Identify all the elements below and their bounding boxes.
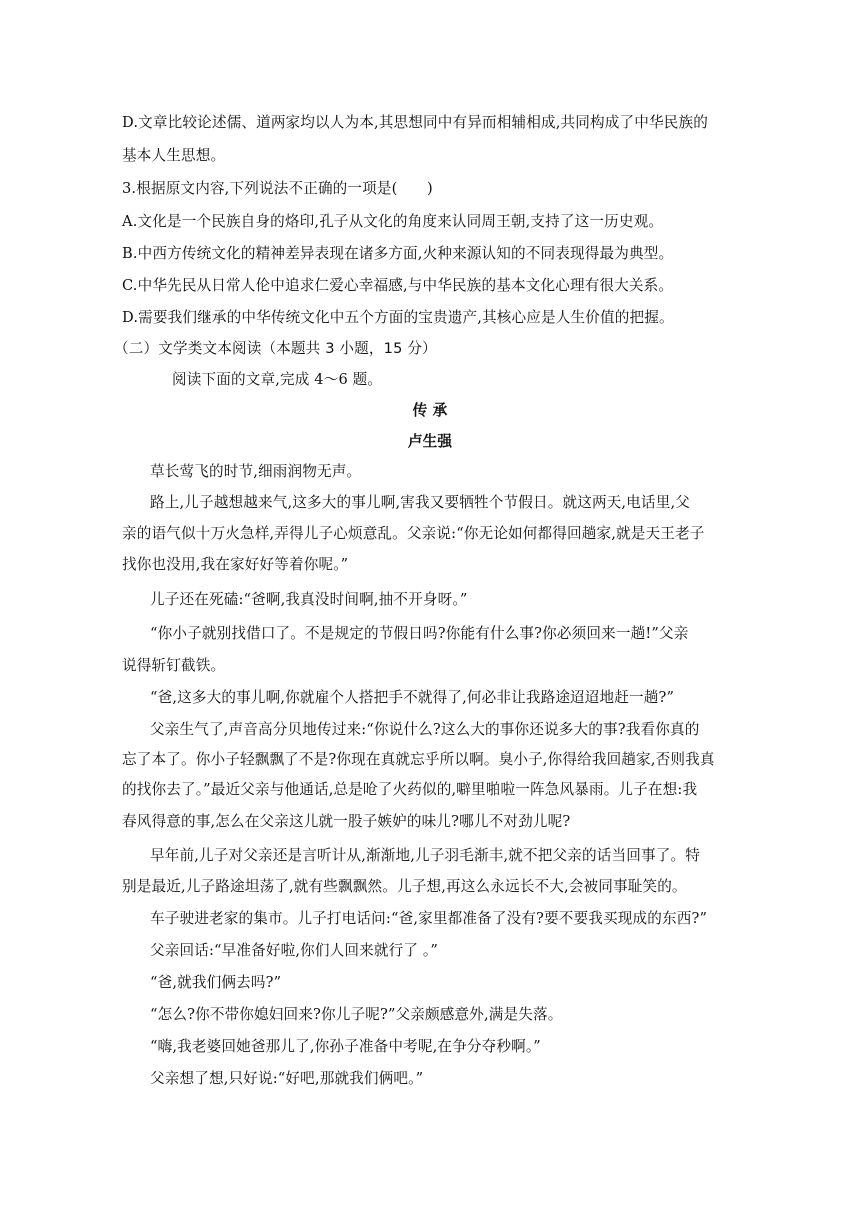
- story-line: 忘了本了。你小子轻飘飘了不是?你现在真就忘乎所以啊。臭小子,你得给我回趟家,否则我真: [122, 751, 715, 768]
- story-line: “怎么?你不带你媳妇回来?你儿子呢?”父亲颇感意外,满是失落。: [150, 1006, 563, 1023]
- section-heading: （二）文学类文本阅读（本题共 3 小题，15 分）: [114, 340, 437, 357]
- instruction: 阅读下面的文章,完成 4～6 题。: [172, 371, 383, 388]
- story-line: 路上,儿子越想越来气,这多大的事儿啊,害我又要牺牲个节假日。就这两天,电话里,父: [150, 494, 690, 511]
- story-line: 父亲生气了,声音高分贝地传过来:“你说什么?这么大的事你还说多大的事?我看你真的: [150, 721, 700, 738]
- story-line: 儿子还在死磕:“爸啊,我真没时间啊,抽不开身呀。”: [150, 591, 468, 608]
- story-line: 父亲回话:“早准备好啦,你们人回来就行了 。”: [150, 942, 438, 959]
- story-line: 说得斩钉截铁。: [122, 657, 226, 674]
- q2-option-d-line1: D.文章比较论述儒、道两家均以人为本,其思想同中有异而相辅相成,共同构成了中华民族的: [122, 114, 708, 131]
- story-line: 春风得意的事,怎么在父亲这儿就一股子嫉妒的味儿?哪儿不对劲儿呢?: [122, 813, 571, 830]
- q3-option-c: C.中华先民从日常人伦中追求仁爱心幸福感,与中华民族的基本文化心理有很大关系。: [122, 277, 674, 294]
- story-line: 亲的语气似十万火急样,弄得儿子心烦意乱。父亲说:“你无论如何都得回趟家,就是天王老子: [122, 525, 705, 542]
- story-line: 的找你去了。”最近父亲与他通话,总是呛了火药似的,噼里啪啦一阵急风暴雨。儿子在想:我: [122, 781, 698, 798]
- story-line: “爸,这多大的事儿啊,你就雇个人搭把手不就得了,何必非让我路途迢迢地赶一趟?”: [150, 689, 675, 706]
- story-title: 传 承: [412, 402, 448, 419]
- q3-option-a: A.文化是一个民族自身的烙印,孔子从文化的角度来认同周王朝,支持了这一历史观。: [122, 213, 664, 230]
- story-line: 别是最近,儿子路途坦荡了,就有些飘飘然。儿子想,再这么永远长不大,会被同事耻笑的。: [122, 878, 687, 895]
- story-line: “嗨,我老婆回她爸那儿了,你孙子准备中考呢,在争分夺秒啊。”: [150, 1038, 541, 1055]
- story-author: 卢生强: [407, 433, 453, 450]
- story-line: 草长莺飞的时节,细雨润物无声。: [150, 463, 362, 480]
- q2-option-d-line2: 基本人生思想。: [122, 147, 226, 164]
- question-3: 3.根据原文内容,下列说法不正确的一项是( ): [122, 180, 433, 197]
- story-line: 早年前,儿子对父亲还是言听计从,渐渐地,儿子羽毛渐丰,就不把父亲的话当回事了。特: [150, 847, 700, 864]
- story-line: “你小子就别找借口了。不是规定的节假日吗?你能有什么事?你必须回来一趟!”父亲: [150, 625, 689, 642]
- story-line: 车子驶进老家的集市。儿子打电话问:“爸,家里都准备了没有?要不要我买现成的东西?”: [150, 910, 708, 927]
- q3-option-d: D.需要我们继承的中华传统文化中五个方面的宝贵遗产,其核心应是人生价值的把握。: [122, 309, 674, 326]
- story-line: “爸,就我们俩去吗?”: [150, 974, 282, 991]
- story-line: 找你也没用,我在家好好等着你呢。”: [122, 556, 349, 573]
- story-line: 父亲想了想,只好说:“好吧,那就我们俩吧。”: [150, 1070, 424, 1087]
- q3-option-b: B.中西方传统文化的精神差异表现在诸多方面,火种来源认知的不同表现得最为典型。: [122, 245, 674, 262]
